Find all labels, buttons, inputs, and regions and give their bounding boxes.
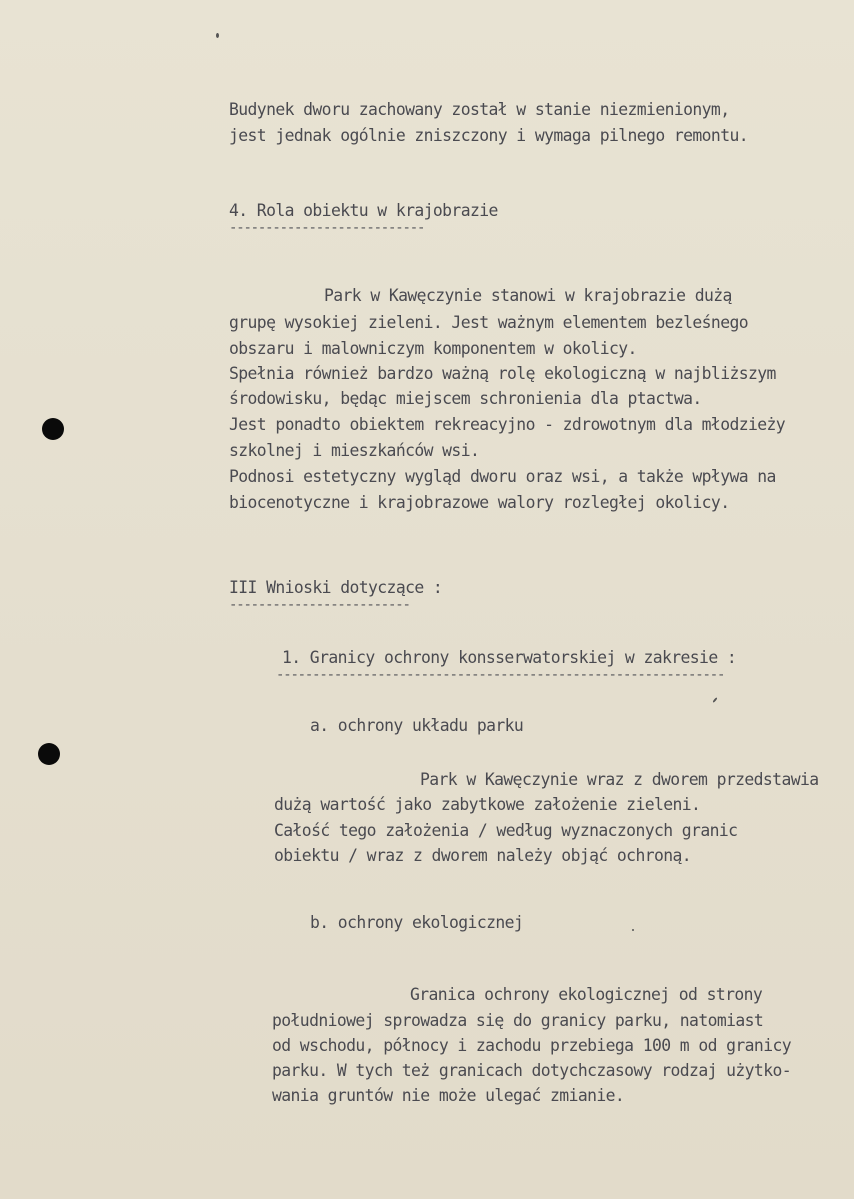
item-a-heading: a. ochrony układu parku: [310, 716, 524, 735]
item-b-heading: b. ochrony ekologicznej: [310, 913, 524, 932]
section-4-underline: ---------------------------: [229, 220, 425, 236]
item-a-para-line: Całość tego założenia / według wyznaczonych granic: [274, 821, 738, 840]
section-4-para-line: Jest ponadto obiektem rekreacyjno - zdrowotnym dla młodzieży: [229, 415, 786, 434]
subsection-1-underline: --------------------------------------------------------------: [276, 667, 725, 683]
section-4-heading: 4. Rola obiektu w krajobrazie: [229, 201, 498, 220]
section-4-para-line: grupę wysokiej zieleni. Jest ważnym elementem bezleśnego: [229, 313, 749, 332]
intro-line-2: jest jednak ogólnie zniszczony i wymaga pilnego remontu.: [229, 126, 749, 145]
item-a-para-line: obiektu / wraz z dworem należy objąć ochroną.: [274, 846, 692, 865]
item-b-para-line: parku. W tych też granicach dotychczasowy rodzaj użytko-: [272, 1061, 792, 1080]
item-b-para-line: południowej sprowadza się do granicy parku, natomiast: [272, 1011, 764, 1030]
section-III-underline: -------------------------: [229, 597, 410, 613]
section-4-para-line: biocenotyczne i krajobrazowe walory rozległej okolicy.: [229, 493, 730, 512]
item-b-para-line: wania gruntów nie może ulegać zmianie.: [272, 1086, 625, 1105]
item-b-para-line: od wschodu, północy i zachodu przebiega 100 m od granicy: [272, 1036, 792, 1055]
intro-line-1: Budynek dworu zachowany został w stanie niezmienionym,: [229, 100, 730, 119]
ink-speck: [712, 697, 717, 703]
section-4-para-line: Park w Kawęczynie stanowi w krajobrazie dużą: [324, 286, 732, 305]
ink-speck: [216, 33, 219, 38]
item-a-para-line: dużą wartość jako zabytkowe założenie zieleni.: [274, 795, 701, 814]
ink-speck: [632, 929, 634, 931]
punch-hole-icon: [42, 418, 64, 440]
section-4-para-line: Podnosi estetyczny wygląd dworu oraz wsi, a także wpływa na: [229, 467, 776, 486]
section-III-heading: III Wnioski dotyczące :: [229, 578, 443, 597]
item-b-para-line: Granica ochrony ekologicznej od strony: [410, 985, 763, 1004]
punch-hole-icon: [38, 743, 60, 765]
section-4-para-line: środowisku, będąc miejscem schronienia dla ptactwa.: [229, 389, 702, 408]
item-a-para-line: Park w Kawęczynie wraz z dworem przedstawia: [420, 770, 819, 789]
section-4-para-line: szkolnej i mieszkańców wsi.: [229, 441, 480, 460]
subsection-1-heading: 1. Granicy ochrony konsserwatorskiej w zakresie :: [282, 648, 737, 667]
section-4-para-line: obszaru i malowniczym komponentem w okolicy.: [229, 339, 637, 358]
section-4-para-line: Spełnia również bardzo ważną rolę ekologiczną w najbliższym: [229, 364, 776, 383]
